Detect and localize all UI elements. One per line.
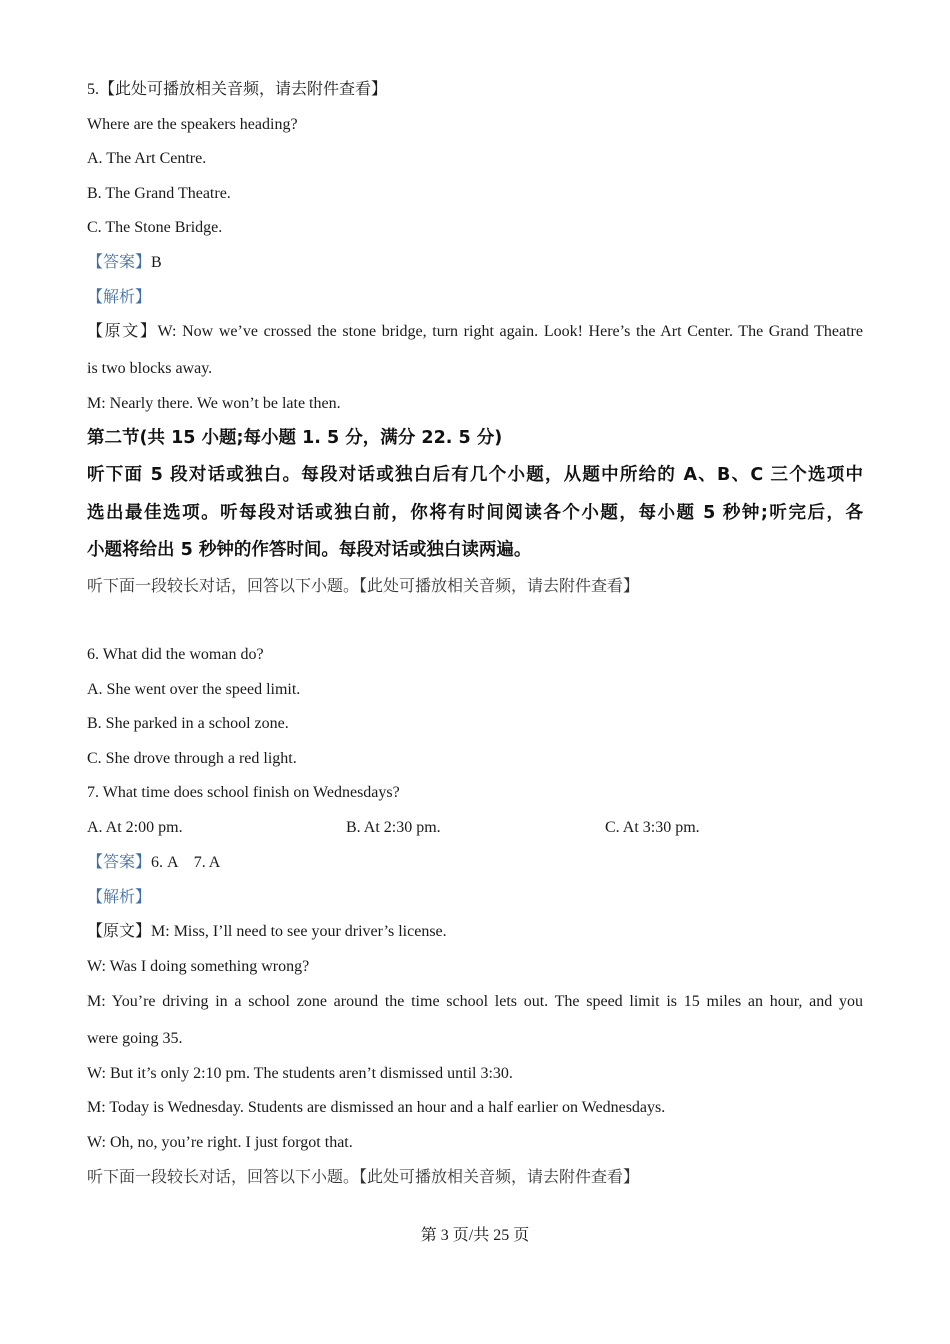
q5-question: Where are the speakers heading? <box>87 116 298 133</box>
q7-option-a: A. At 2:00 pm. <box>87 819 183 836</box>
q67-answer-line <box>87 853 220 873</box>
q5-header: 5.【此处可播放相关音频，请去附件查看】 <box>87 81 388 98</box>
q5-analysis-tag: 【解析】 <box>87 289 152 306</box>
q5-transcript-line1 <box>87 322 863 342</box>
q7-question: 7. What time does school finish on Wednesdays? <box>87 784 400 801</box>
q7-option-b: B. At 2:30 pm. <box>346 819 441 836</box>
q67-answer: 6. A 7. A <box>151 854 221 871</box>
q5-transcript-text1: W: Now we’ve crossed the stone bridge, turn right again. Look! Here’s the Art Center. The Grand Theatre <box>157 323 863 340</box>
q5-answer: B <box>151 254 162 271</box>
page-footer: 第 3 页/共 25 页 <box>420 1227 530 1244</box>
q67-transcript-line2: W: Was I doing something wrong? <box>87 958 310 975</box>
q67-transcript-line1 <box>87 922 447 942</box>
answer-tag: 【答案】 <box>87 254 152 271</box>
q5-transcript-line2: M: Nearly there. We won’t be late then. <box>87 395 341 412</box>
q67-transcript-text1: M: Miss, I’ll need to see your driver’s license. <box>151 923 447 940</box>
transcript-tag: 【原文】 <box>87 323 158 340</box>
q67-transcript-line3: M: You’re driving in a school zone around the time school lets out. The speed limit is 15 miles an hour, and you <box>87 993 863 1010</box>
q5-transcript-line1b: is two blocks away. <box>87 360 213 377</box>
q67-transcript-line3b: were going 35. <box>87 1030 183 1047</box>
q6-option-b: B. She parked in a school zone. <box>87 715 289 732</box>
q67-transcript-line6: W: Oh, no, you’re right. I just forgot that. <box>87 1134 353 1151</box>
transcript-tag: 【原文】 <box>87 923 152 940</box>
section2-instruction-1: 听下面 5 段对话或独白。每段对话或独白后有几个小题，从题中所给的 A、B、C 三个选项中 <box>87 465 863 485</box>
q67-transcript-line4: W: But it’s only 2:10 pm. The students aren’t dismissed until 3:30. <box>87 1065 513 1082</box>
section2-instruction-3: 小题将给出 5 秒钟的作答时间。每段对话或独白读两遍。 <box>87 540 532 560</box>
q7-option-c: C. At 3:30 pm. <box>605 819 700 836</box>
q5-option-c: C. The Stone Bridge. <box>87 219 223 236</box>
section2-instruction-2: 选出最佳选项。听每段对话或独白前，你将有时间阅读各个小题，每小题 5 秒钟;听完后，各 <box>87 503 863 523</box>
q6-question: 6. What did the woman do? <box>87 646 264 663</box>
q6-option-c: C. She drove through a red light. <box>87 750 297 767</box>
q5-option-b: B. The Grand Theatre. <box>87 185 231 202</box>
listen-note-1: 听下面一段较长对话，回答以下小题。【此处可播放相关音频，请去附件查看】 <box>87 578 640 595</box>
q5-option-a: A. The Art Centre. <box>87 150 207 167</box>
answer-tag: 【答案】 <box>87 854 152 871</box>
q5-answer-line <box>87 253 162 273</box>
q67-analysis-tag: 【解析】 <box>87 889 152 906</box>
section2-title: 第二节(共 15 小题;每小题 1. 5 分，满分 22. 5 分) <box>87 428 503 448</box>
q6-option-a: A. She went over the speed limit. <box>87 681 301 698</box>
listen-note-2: 听下面一段较长对话，回答以下小题。【此处可播放相关音频，请去附件查看】 <box>87 1169 640 1186</box>
q67-transcript-line5: M: Today is Wednesday. Students are dismissed an hour and a half earlier on Wednesdays. <box>87 1099 666 1116</box>
